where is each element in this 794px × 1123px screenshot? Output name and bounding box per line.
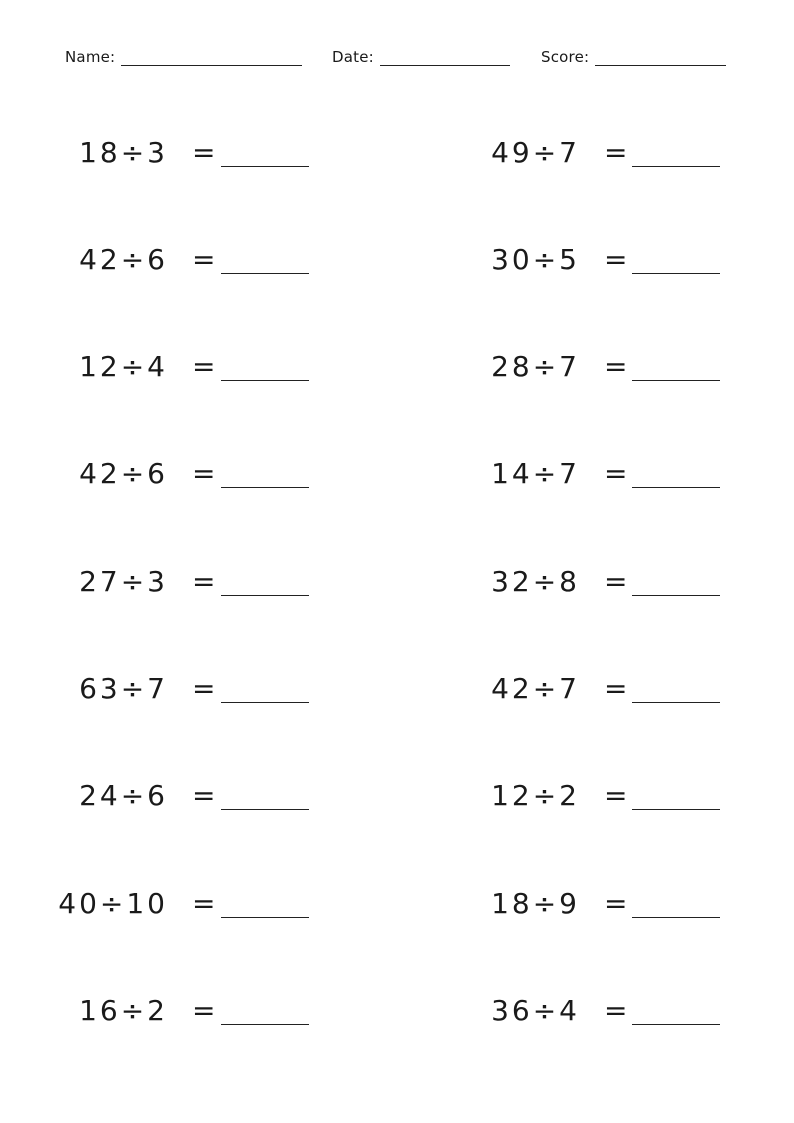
score-label: Score: <box>541 48 590 66</box>
equals-sign: = <box>604 779 628 812</box>
equals-sign: = <box>604 887 628 920</box>
division-expression: 14÷7 <box>491 457 580 490</box>
answer-blank[interactable] <box>632 380 720 381</box>
division-expression: 32÷8 <box>491 565 580 598</box>
problem-right-6 <box>0 672 794 712</box>
division-expression: 12÷2 <box>491 779 580 812</box>
problem-right-2 <box>0 243 794 283</box>
problem-right-3 <box>0 350 794 390</box>
problem-right-9 <box>0 994 794 1034</box>
equals-sign: = <box>192 887 216 920</box>
answer-blank[interactable] <box>632 1024 720 1025</box>
worksheet-header <box>0 48 794 68</box>
problem-right-8 <box>0 887 794 927</box>
division-expression: 30÷5 <box>491 243 580 276</box>
division-expression: 18÷9 <box>491 887 580 920</box>
equals-sign: = <box>604 136 628 169</box>
equals-sign: = <box>604 565 628 598</box>
problem-right-7 <box>0 779 794 819</box>
division-expression: 42÷6 <box>79 457 168 490</box>
answer-blank[interactable] <box>632 702 720 703</box>
equals-sign: = <box>192 350 216 383</box>
division-expression: 16÷2 <box>79 994 168 1027</box>
equals-sign: = <box>192 779 216 812</box>
equals-sign: = <box>192 243 216 276</box>
answer-blank[interactable] <box>632 595 720 596</box>
problem-right-5 <box>0 565 794 605</box>
division-expression: 28÷7 <box>491 350 580 383</box>
division-expression: 24÷6 <box>79 779 168 812</box>
answer-blank[interactable] <box>632 487 720 488</box>
score-blank-line[interactable] <box>595 51 726 66</box>
answer-blank[interactable] <box>632 809 720 810</box>
division-expression: 27÷3 <box>79 565 168 598</box>
answer-blank[interactable] <box>632 917 720 918</box>
problem-right-4 <box>0 457 794 497</box>
division-expression: 36÷4 <box>491 994 580 1027</box>
name-field <box>65 48 302 66</box>
date-field <box>332 48 510 66</box>
equals-sign: = <box>604 457 628 490</box>
equals-sign: = <box>604 994 628 1027</box>
answer-blank[interactable] <box>632 273 720 274</box>
score-field <box>541 48 726 66</box>
division-expression: 42÷7 <box>491 672 580 705</box>
division-expression: 63÷7 <box>79 672 168 705</box>
equals-sign: = <box>604 243 628 276</box>
equals-sign: = <box>192 994 216 1027</box>
division-expression: 18÷3 <box>79 136 168 169</box>
division-expression: 40÷10 <box>58 887 168 920</box>
equals-sign: = <box>604 672 628 705</box>
equals-sign: = <box>192 565 216 598</box>
equals-sign: = <box>192 672 216 705</box>
date-blank-line[interactable] <box>380 51 510 66</box>
answer-blank[interactable] <box>632 166 720 167</box>
name-blank-line[interactable] <box>121 51 302 66</box>
equals-sign: = <box>192 457 216 490</box>
division-expression: 49÷7 <box>491 136 580 169</box>
division-expression: 42÷6 <box>79 243 168 276</box>
problem-right-1 <box>0 136 794 176</box>
division-expression: 12÷4 <box>79 350 168 383</box>
name-label: Name: <box>65 48 116 66</box>
equals-sign: = <box>604 350 628 383</box>
date-label: Date: <box>332 48 374 66</box>
equals-sign: = <box>192 136 216 169</box>
